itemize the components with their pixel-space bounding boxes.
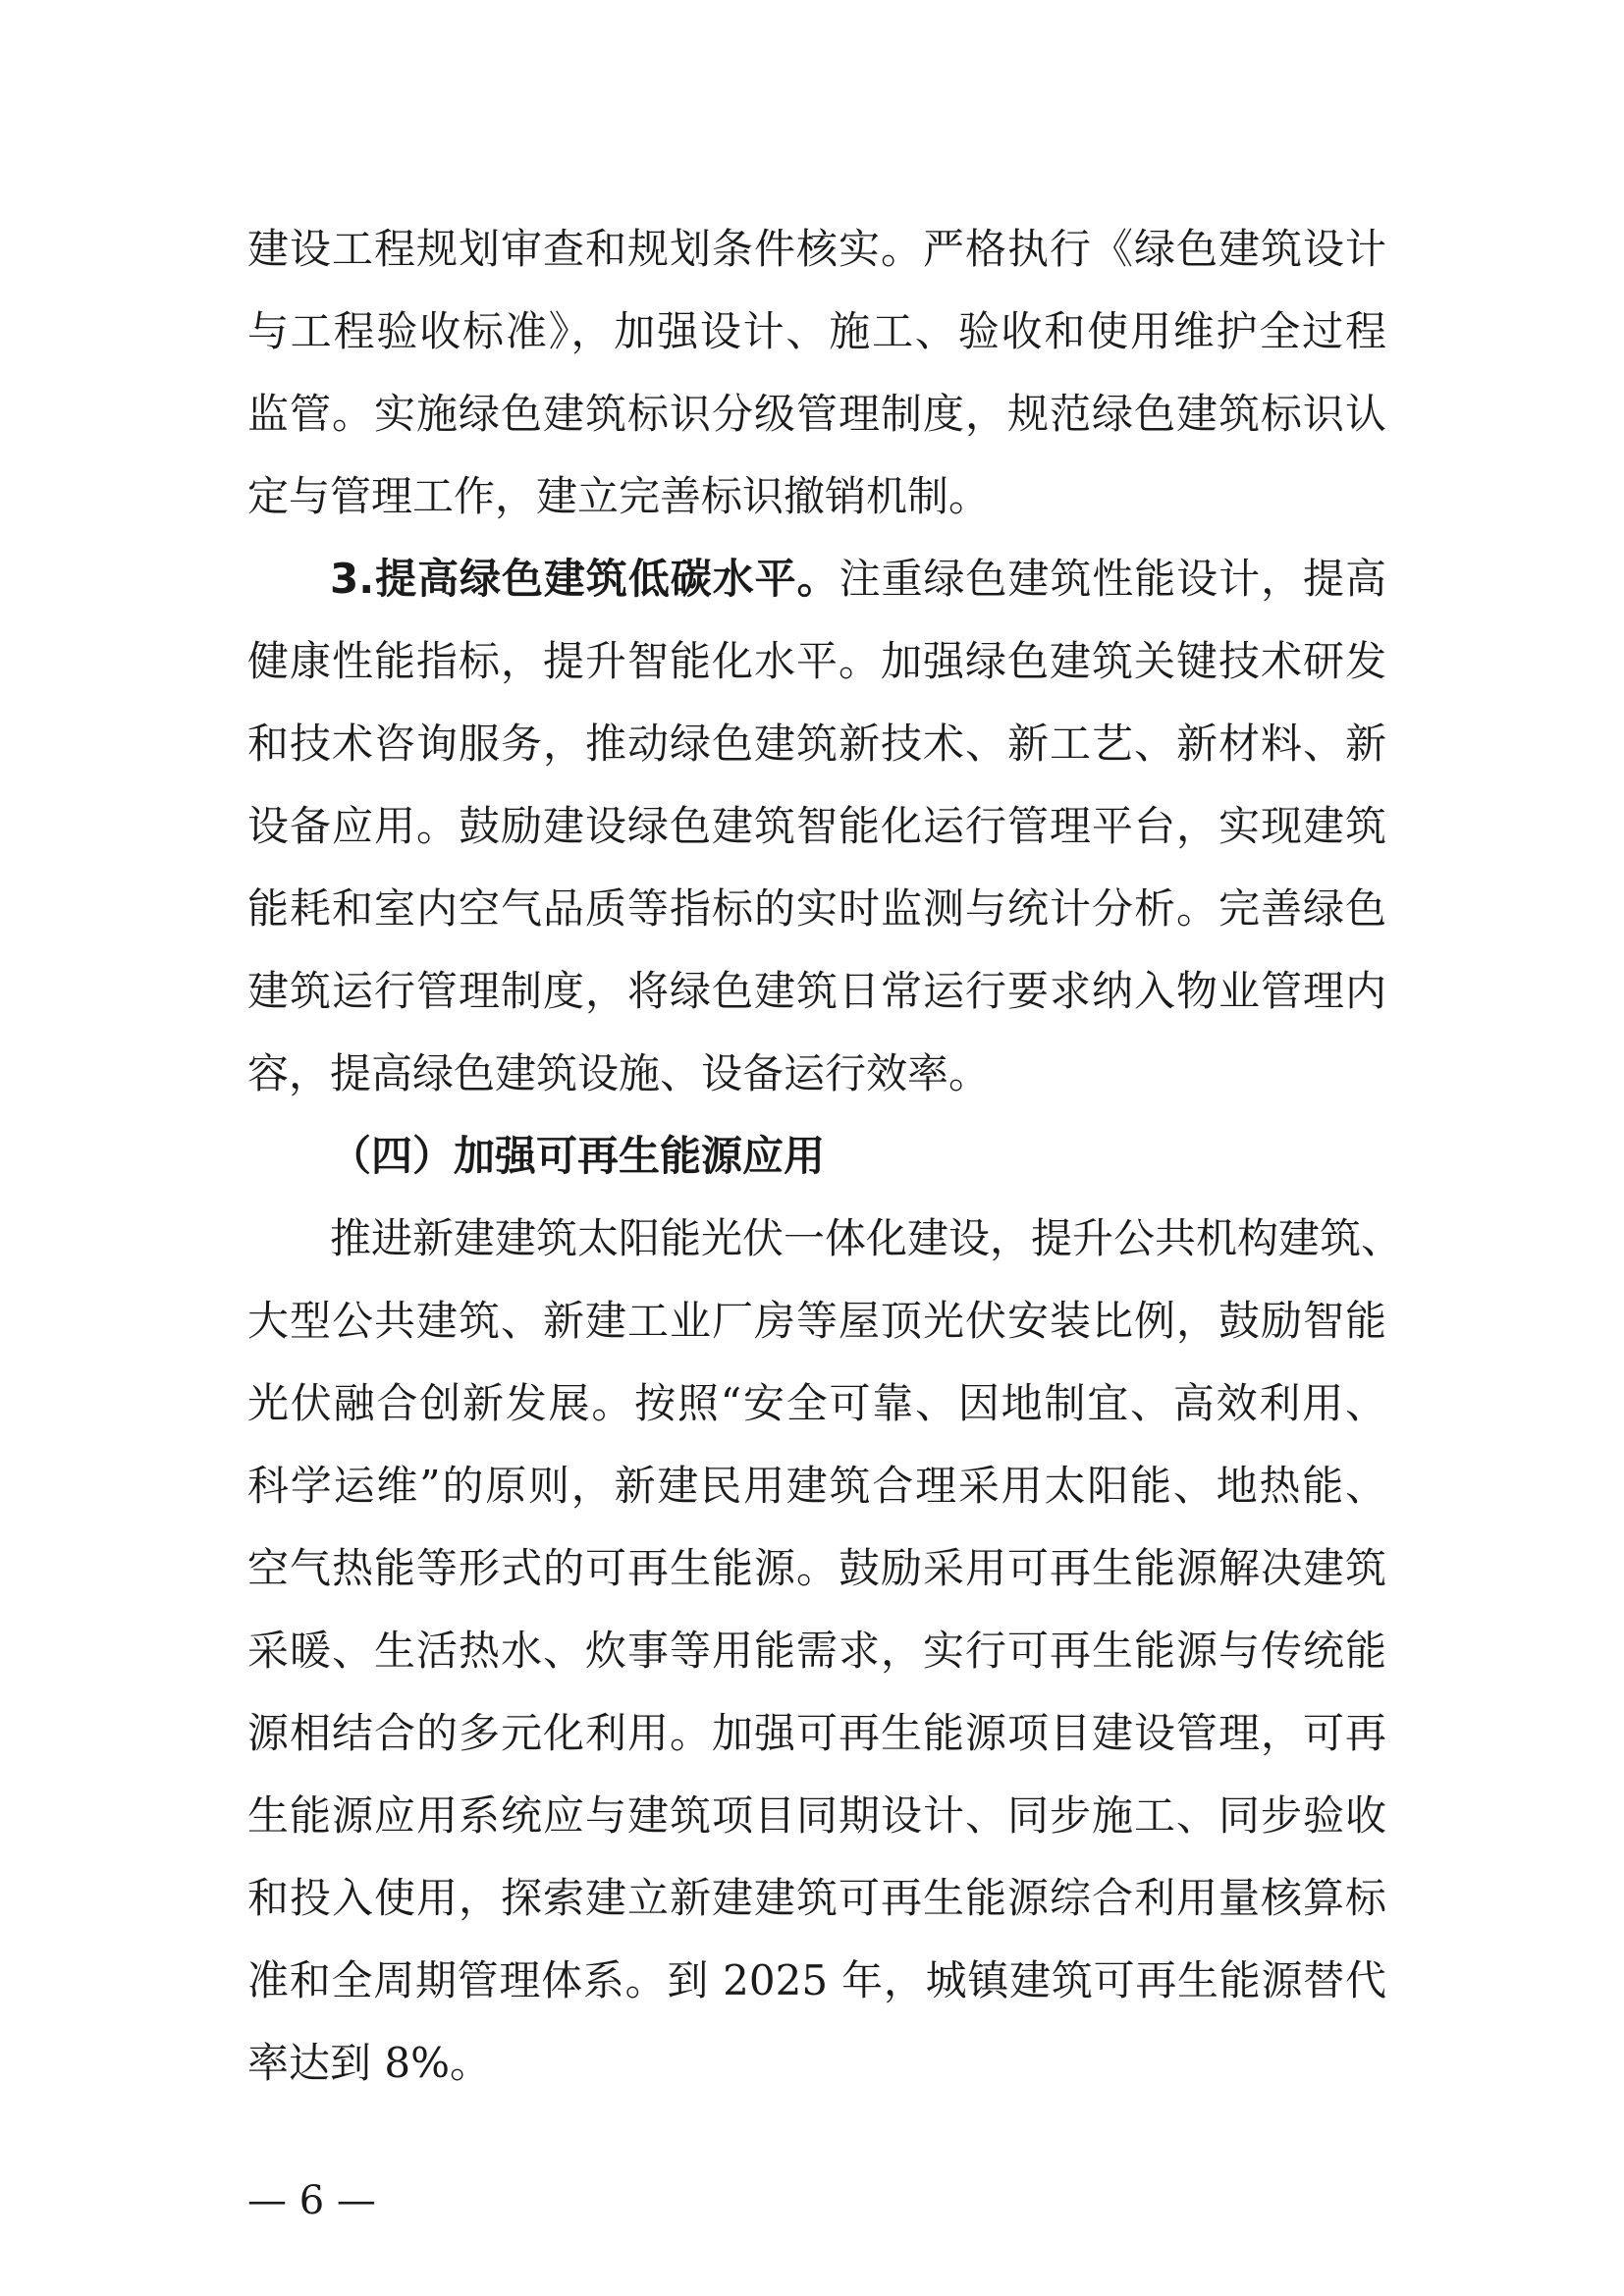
paragraph-2-line-4: 设备应用。鼓励建设绿色建筑智能化运行管理平台，实现建筑 (247, 802, 1386, 850)
paragraph-3-line-8: 生能源应用系统应与建筑项目同期设计、同步施工、同步验收 (247, 1791, 1386, 1840)
paragraph-3-line-10: 准和全周期管理体系。到 2025 年，城镇建筑可再生能源替代 (247, 1956, 1386, 2004)
paragraph-1-line-3: 监管。实施绿色建筑标识分级管理制度，规范绿色建筑标识认 (247, 390, 1386, 438)
paragraph-3-line-7: 源相结合的多元化利用。加强可再生能源项目建设管理，可再 (247, 1709, 1386, 1757)
paragraph-2-line-3: 和技术咨询服务，推动绿色建筑新技术、新工艺、新材料、新 (247, 720, 1386, 768)
paragraph-2-line-5: 能耗和室内空气品质等指标的实时监测与统计分析。完善绿色 (247, 884, 1386, 933)
paragraph-2-line-6: 建筑运行管理制度，将绿色建筑日常运行要求纳入物业管理内 (247, 967, 1386, 1015)
paragraph-2-lead: 3.提高绿色建筑低碳水平。 (330, 555, 839, 603)
paragraph-3-line-6: 采暖、生活热水、炊事等用能需求，实行可再生能源与传统能 (247, 1627, 1386, 1675)
paragraph-3-line-2: 大型公共建筑、新建工业厂房等屋顶光伏安装比例，鼓励智能 (247, 1297, 1386, 1345)
paragraph-3-line-9: 和投入使用，探索建立新建建筑可再生能源综合利用量核算标 (247, 1874, 1386, 1922)
paragraph-1-line-2: 与工程验收标准》，加强设计、施工、验收和使用维护全过程 (247, 307, 1386, 355)
section-heading: （四）加强可再生能源应用 (330, 1132, 826, 1180)
paragraph-3-line-5: 空气热能等形式的可再生能源。鼓励采用可再生能源解决建筑 (247, 1544, 1386, 1592)
paragraph-3-line-3: 光伏融合创新发展。按照“安全可靠、因地制宜、高效利用、 (247, 1379, 1386, 1427)
paragraph-3-line-4: 科学运维”的原则，新建民用建筑合理采用太阳能、地热能、 (247, 1462, 1386, 1510)
paragraph-1-line-1: 建设工程规划审查和规划条件核实。严格执行《绿色建筑设计 (247, 225, 1386, 273)
paragraph-3-line-11: 率达到 8%。 (247, 2039, 491, 2087)
page-number: — 6 — (247, 2178, 376, 2223)
paragraph-2-line-1-text: 注重绿色建筑性能设计，提高 (839, 555, 1386, 603)
paragraph-2-line-7: 容，提高绿色建筑设施、设备运行效率。 (247, 1049, 991, 1097)
paragraph-2-line-2: 健康性能指标，提升智能化水平。加强绿色建筑关键技术研发 (247, 637, 1386, 685)
paragraph-2-line-1 (330, 538, 1386, 620)
paragraph-3-line-1: 推进新建建筑太阳能光伏一体化建设，提升公共机构建筑、 (330, 1214, 1403, 1262)
paragraph-1-line-4: 定与管理工作，建立完善标识撤销机制。 (247, 472, 991, 520)
